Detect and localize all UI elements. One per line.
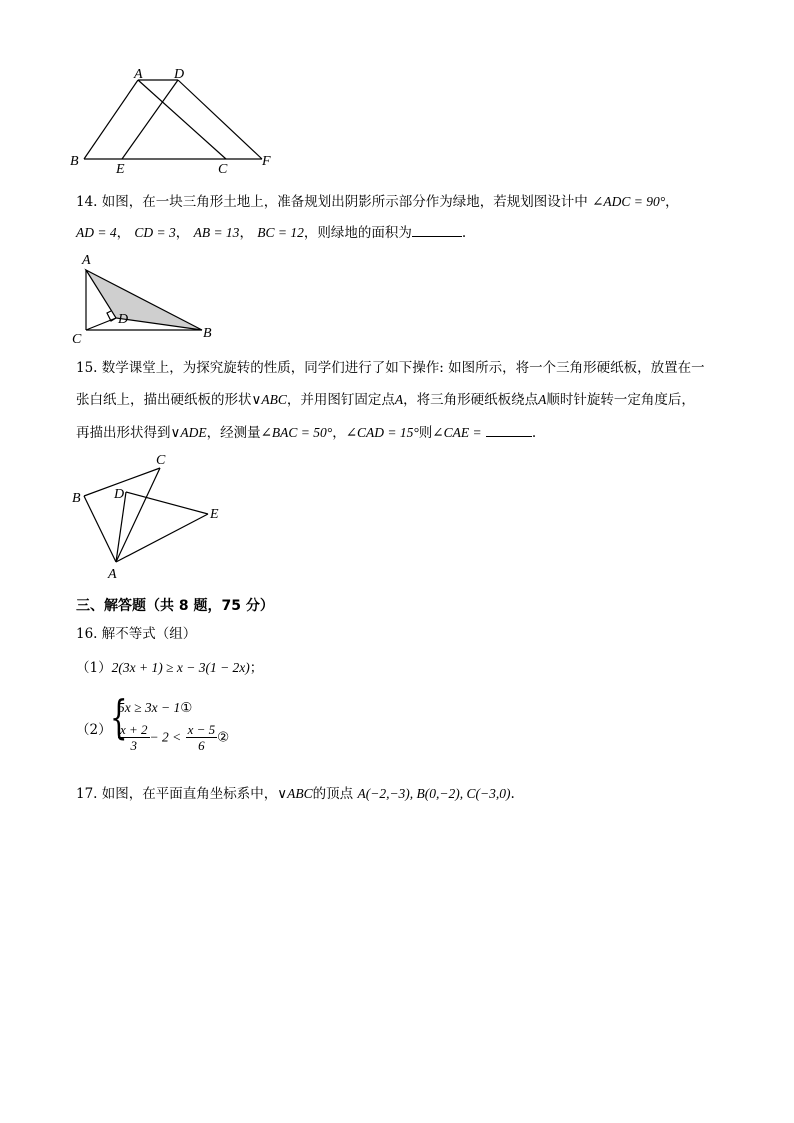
q16-part1-number: （1） — [76, 660, 112, 676]
q14-comma: ， — [665, 194, 679, 210]
q15-tri2: ∨ADE — [170, 425, 207, 440]
q17-points: A(−2,−3), B(0,−2), C(−3,0) — [357, 786, 511, 801]
label-E: E — [116, 162, 125, 177]
q14-ab: AB = 13 — [193, 225, 240, 240]
q16-frac1 — [118, 722, 150, 753]
q15-text2c: ，将三角形硬纸板绕点 — [403, 392, 539, 408]
q14-answer-blank[interactable] — [412, 222, 462, 237]
label-B: B — [70, 154, 79, 169]
figure-triangle-green — [68, 250, 228, 346]
label-D: D — [118, 312, 129, 327]
label-B: B — [72, 491, 81, 506]
q15-line2 — [76, 390, 695, 410]
q14-number: 14. — [76, 194, 98, 210]
q16-eq2-mid: − 2 < — [149, 729, 182, 745]
q16-frac1-num: x + 2 — [120, 722, 148, 737]
label-A: A — [108, 567, 117, 582]
q16-frac1-den: 3 — [130, 738, 138, 753]
q15-number: 15. — [76, 360, 98, 376]
section-3-heading: 三、解答题（共 8 题，75 分） — [76, 598, 274, 614]
q15-text2b: ，并用图钉固定点 — [286, 392, 395, 408]
q14-angle: ∠ADC = 90° — [592, 194, 666, 209]
q17-text2: 的顶点 — [312, 786, 354, 802]
q15-pointA: A — [394, 392, 404, 407]
q16-frac2 — [186, 722, 218, 753]
q14-ad: AD = 4 — [76, 225, 117, 240]
q15-text1: 数学课堂上，为探究旋转的性质，同学们进行了如下操作: 如图所示，将一个三角形硬纸板，放置在一 — [101, 360, 705, 376]
q15-text3a: 再描出形状得到 — [76, 425, 171, 441]
q16-part1 — [76, 658, 263, 678]
q14-text1: 如图，在一块三角形土地上，准备规划出阴影所示部分作为绿地，若规划图设计中 — [101, 194, 588, 210]
q15-text3b: ，经测量 — [206, 425, 261, 441]
q16-number: 16. — [76, 626, 98, 642]
q14-bc: BC = 12 — [257, 225, 304, 240]
q16-frac2-num: x − 5 — [187, 722, 216, 737]
q16-part2-number: （2） — [76, 722, 112, 738]
q16-part1-end: ； — [249, 660, 264, 676]
q15-tri1: ∨ABC — [251, 392, 287, 407]
q14-line2 — [76, 222, 466, 243]
q14-sep3: ， — [239, 225, 253, 241]
label-E: E — [210, 507, 219, 522]
q16-eq1-mark: ① — [180, 700, 193, 716]
q14-text2: ，则绿地的面积为 — [303, 225, 412, 241]
q16-part1-expr: 2(3x + 1) ≥ x − 3(1 − 2x) — [111, 660, 250, 675]
q16-eq1-expr: 5x ≥ 3x − 1 — [118, 700, 181, 715]
q15-pointA2: A — [538, 392, 547, 407]
q15-text2d: 顺时针旋转一定角度后， — [546, 392, 695, 408]
figure-rotation — [68, 452, 232, 584]
q15-text3d: 则 — [418, 425, 433, 441]
q15-text3c: ， — [332, 425, 346, 441]
q17-period: . — [510, 786, 515, 802]
q16-text: 解不等式（组） — [101, 626, 197, 642]
label-D: D — [174, 67, 185, 82]
q15-angle2: ∠CAD = 15° — [345, 425, 419, 440]
q16-stem — [76, 624, 196, 644]
q16-eq2 — [118, 722, 229, 753]
label-C: C — [218, 162, 228, 177]
q15-answer-blank[interactable] — [486, 422, 532, 437]
q15-period: . — [531, 425, 537, 441]
label-B: B — [203, 326, 212, 341]
q15-line3 — [76, 422, 536, 443]
q14-sep1: ， — [116, 225, 131, 241]
q16-eq1 — [118, 698, 192, 718]
figure-trapezoid — [66, 64, 286, 180]
q17-number: 17. — [76, 786, 98, 802]
q15-line1 — [76, 358, 705, 378]
left-brace: { — [110, 690, 128, 744]
q16-frac2-den: 6 — [198, 738, 205, 753]
q15-text2a: 张白纸上，描出硬纸板的形状 — [76, 392, 252, 408]
q17-tri: ∨ABC — [277, 786, 313, 801]
q14-sep2: ， — [175, 225, 190, 241]
q14-period: . — [461, 225, 467, 241]
q14-line1 — [76, 192, 679, 212]
label-C: C — [156, 453, 166, 468]
label-A: A — [82, 253, 91, 268]
q17-line — [76, 784, 515, 804]
label-D: D — [114, 487, 125, 502]
q17-text: 如图，在平面直角坐标系中， — [101, 786, 278, 802]
label-F: F — [262, 154, 271, 169]
q16-eq2-mark: ② — [217, 729, 230, 746]
q14-cd: CD = 3 — [134, 225, 176, 240]
q15-angle1: ∠BAC = 50° — [260, 425, 333, 440]
label-C: C — [72, 332, 82, 346]
label-A: A — [134, 67, 143, 82]
q15-angle3: ∠CAE = — [432, 425, 482, 440]
